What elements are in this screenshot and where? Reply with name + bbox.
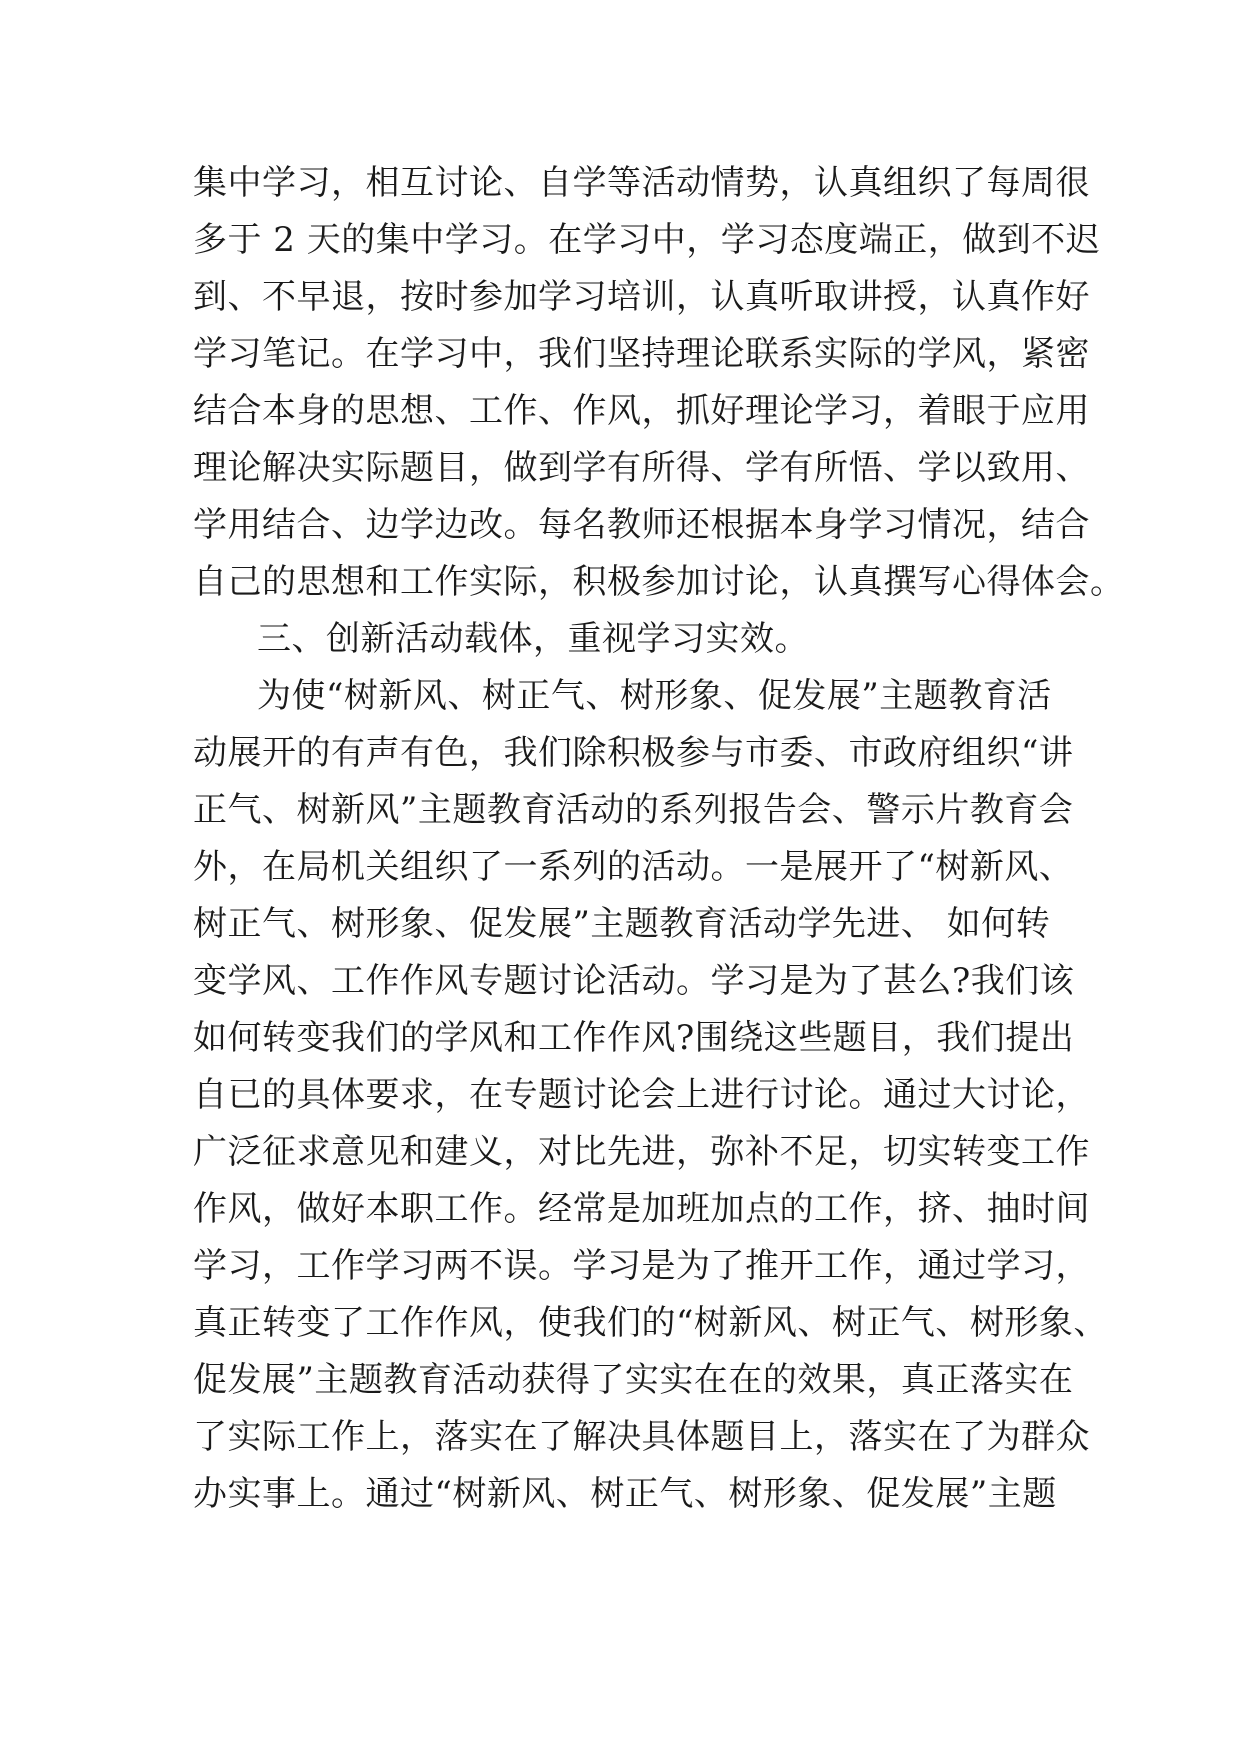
- text-line-8: 自己的思想和工作实际，积极参加讨论，认真撰写心得体会。: [193, 562, 1125, 602]
- text-line-6: 理论解决实际题目，做到学有所得、学有所悟、学以致用、: [193, 448, 1090, 488]
- text-line-16: 如何转变我们的学风和工作作风?围绕这些题目，我们提出: [193, 1018, 1075, 1058]
- text-line-23: 了实际工作上，落实在了解决具体题目上，落实在了为群众: [193, 1417, 1090, 1457]
- text-line-14: 树正气、树形象、促发展”主题教育活动学先进、 如何转: [193, 904, 1051, 944]
- text-line-24: 办实事上。通过“树新风、树正气、树形象、促发展”主题: [193, 1474, 1057, 1514]
- text-line-18: 广泛征求意见和建义，对比先进，弥补不足，切实转变工作: [193, 1132, 1090, 1172]
- text-line-12: 正气、树新风”主题教育活动的系列报告会、警示片教育会: [193, 790, 1074, 830]
- text-line-3: 到、不早退，按时参加学习培训，认真听取讲授，认真作好: [193, 277, 1090, 317]
- text-line-22: 促发展”主题教育活动获得了实实在在的效果，真正落实在: [193, 1360, 1074, 1400]
- text-line-4: 学习笔记。在学习中，我们坚持理论联系实际的学风，紧密: [193, 334, 1090, 374]
- text-line-19: 作风，做好本职工作。经常是加班加点的工作，挤、抽时间: [193, 1189, 1090, 1229]
- text-line-2: 多于 2 天的集中学习。在学习中，学习态度端正，做到不迟: [193, 220, 1101, 260]
- text-line-5: 结合本身的思想、工作、作风，抓好理论学习，着眼于应用: [193, 391, 1090, 431]
- text-line-1: 集中学习，相互讨论、自学等活动情势，认真组织了每周很: [193, 163, 1090, 203]
- text-line-7: 学用结合、边学边改。每名教师还根据本身学习情况，结合: [193, 505, 1090, 545]
- text-line-21: 真正转变了工作作风，使我们的“树新风、树正气、树形象、: [193, 1303, 1108, 1343]
- text-line-20: 学习，工作学习两不误。学习是为了推开工作，通过学习，: [193, 1246, 1090, 1286]
- text-line-15: 变学风、工作作风专题讨论活动。学习是为了甚么?我们该: [193, 961, 1075, 1001]
- section-heading: 三、创新活动载体，重视学习实效。: [257, 619, 809, 659]
- text-line-17: 自已的具体要求，在专题讨论会上进行讨论。通过大讨论，: [193, 1075, 1090, 1115]
- text-line-10: 为使“树新风、树正气、树形象、促发展”主题教育活: [257, 676, 1052, 716]
- text-line-13: 外，在局机关组织了一系列的活动。一是展开了“树新风、: [193, 847, 1074, 887]
- text-line-11: 动展开的有声有色，我们除积极参与市委、市政府组织“讲: [193, 733, 1074, 773]
